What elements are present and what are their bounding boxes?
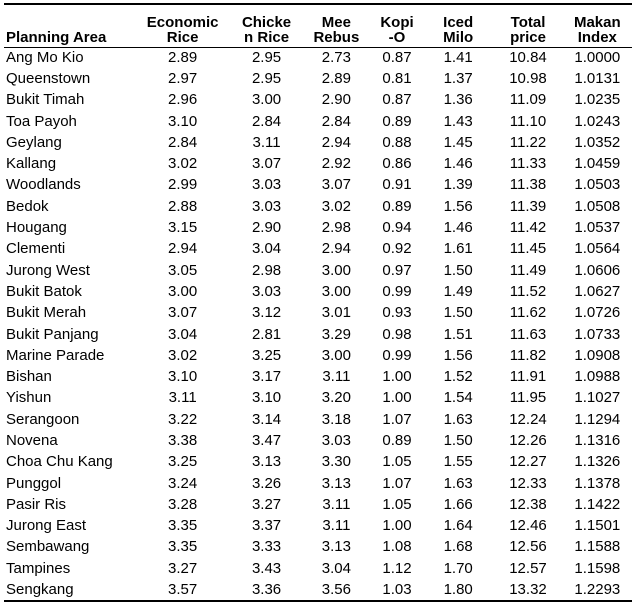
cell-economic-rice: 2.97 xyxy=(168,69,198,87)
cell-economic-rice: 3.28 xyxy=(168,495,198,513)
cell-chicken-rice: 2.95 xyxy=(251,69,282,87)
cell-kopi-o: 1.03 xyxy=(371,579,423,600)
cell-kopi-o: 1.05 xyxy=(382,453,412,471)
cell-chicken-rice: 3.03 xyxy=(251,282,282,300)
cell-makan-index: 1.1598 xyxy=(574,559,621,577)
cell-economic-rice: 3.00 xyxy=(168,282,198,300)
cell-chicken-rice: 3.47 xyxy=(251,431,282,449)
cell-mee-rebus: 3.20 xyxy=(321,389,351,407)
table-row xyxy=(4,579,632,600)
cell-iced-milo: 1.52 xyxy=(443,368,473,386)
cell-iced-milo: 1.61 xyxy=(443,240,473,258)
cell-total-price: 12.27 xyxy=(509,453,547,471)
cell-planning-area: Choa Chu Kang xyxy=(6,453,113,471)
cell-planning-area: Bishan xyxy=(6,368,52,386)
cell-kopi-o: 0.87 xyxy=(382,48,412,66)
cell-total-price: 12.46 xyxy=(509,517,547,535)
cell-planning-area: Pasir Ris xyxy=(6,495,67,513)
cell-planning-area: Clementi xyxy=(6,240,66,258)
cell-planning-area: Bukit Panjang xyxy=(6,325,99,343)
cell-kopi-o: 1.00 xyxy=(382,389,412,407)
cell-makan-index: 1.0508 xyxy=(574,197,621,215)
cell-economic-rice: 3.04 xyxy=(168,325,198,343)
cell-economic-rice: 3.35 xyxy=(168,517,198,535)
cell-iced-milo: 1.50 xyxy=(443,304,473,322)
cell-total-price: 11.09 xyxy=(509,91,547,109)
cell-mee-rebus: 2.89 xyxy=(321,69,351,87)
cell-mee-rebus: 3.07 xyxy=(321,176,351,194)
cell-chicken-rice: 3.17 xyxy=(251,368,282,386)
table-row xyxy=(4,558,632,579)
cell-iced-milo: 1.68 xyxy=(443,538,473,556)
cell-planning-area: Punggol xyxy=(6,474,62,492)
cell-mee-rebus: 2.73 xyxy=(321,48,351,66)
cell-total-price: 10.84 xyxy=(509,48,547,66)
cell-planning-area: Queenstown xyxy=(6,69,91,87)
cell-iced-milo: 1.56 xyxy=(443,346,473,364)
cell-kopi-o: 0.81 xyxy=(382,69,412,87)
cell-kopi-o: 0.86 xyxy=(382,155,412,173)
cell-economic-rice: 3.15 xyxy=(168,219,198,237)
cell-iced-milo: 1.80 xyxy=(423,579,493,600)
cell-iced-milo: 1.50 xyxy=(443,431,473,449)
table-row xyxy=(4,239,632,260)
cell-total-price: 11.82 xyxy=(509,346,547,364)
table-row xyxy=(4,217,632,238)
table-row xyxy=(4,260,632,281)
table-row xyxy=(4,47,632,68)
header-chicken-rice: Chicke n Rice xyxy=(231,4,301,47)
cell-iced-milo: 1.63 xyxy=(443,410,473,428)
cell-iced-milo: 1.56 xyxy=(443,197,473,215)
cell-economic-rice: 2.96 xyxy=(168,91,198,109)
cell-total-price: 11.33 xyxy=(509,155,547,173)
cell-economic-rice: 2.89 xyxy=(168,48,198,66)
cell-iced-milo: 1.45 xyxy=(443,133,473,151)
table-row xyxy=(4,303,632,324)
cell-total-price: 11.38 xyxy=(509,176,547,194)
table-row xyxy=(4,111,632,132)
cell-mee-rebus: 3.02 xyxy=(321,197,351,215)
cell-makan-index: 1.1027 xyxy=(574,389,621,407)
cell-economic-rice: 3.22 xyxy=(168,410,198,428)
cell-kopi-o: 1.07 xyxy=(382,474,412,492)
cell-chicken-rice: 3.25 xyxy=(251,346,282,364)
cell-chicken-rice: 3.00 xyxy=(251,91,282,109)
cell-economic-rice: 2.99 xyxy=(168,176,198,194)
table-row xyxy=(4,388,632,409)
cell-makan-index: 1.1501 xyxy=(574,517,621,535)
cell-mee-rebus: 2.90 xyxy=(321,91,351,109)
cell-chicken-rice: 3.03 xyxy=(251,176,282,194)
cell-total-price: 13.32 xyxy=(493,579,562,600)
cell-chicken-rice: 3.11 xyxy=(252,133,281,151)
cell-kopi-o: 0.88 xyxy=(382,133,412,151)
cell-economic-rice: 3.35 xyxy=(168,538,198,556)
cell-makan-index: 1.0606 xyxy=(574,261,621,279)
cell-total-price: 11.45 xyxy=(509,240,547,258)
cell-total-price: 11.22 xyxy=(509,133,547,151)
cell-iced-milo: 1.46 xyxy=(443,219,473,237)
cell-mee-rebus: 3.11 xyxy=(322,495,351,513)
cell-mee-rebus: 3.29 xyxy=(321,325,351,343)
table-row xyxy=(4,473,632,494)
cell-mee-rebus: 3.13 xyxy=(321,538,351,556)
cell-chicken-rice: 3.03 xyxy=(251,197,282,215)
cell-mee-rebus: 3.00 xyxy=(321,346,351,364)
cell-planning-area: Bukit Timah xyxy=(6,91,85,109)
cell-total-price: 10.98 xyxy=(509,69,547,87)
cell-makan-index: 1.0733 xyxy=(574,325,621,343)
cell-planning-area: Bukit Batok xyxy=(6,282,82,300)
cell-mee-rebus: 3.00 xyxy=(321,261,351,279)
cell-kopi-o: 1.05 xyxy=(382,495,412,513)
cell-kopi-o: 0.87 xyxy=(382,91,412,109)
cell-kopi-o: 1.07 xyxy=(382,410,412,428)
cell-iced-milo: 1.50 xyxy=(443,261,473,279)
cell-total-price: 12.26 xyxy=(509,431,547,449)
cell-economic-rice: 3.24 xyxy=(168,474,198,492)
cell-mee-rebus: 2.94 xyxy=(321,133,351,151)
cell-total-price: 12.33 xyxy=(509,474,547,492)
cell-mee-rebus: 2.92 xyxy=(321,155,351,173)
cell-economic-rice: 3.38 xyxy=(168,431,198,449)
cell-planning-area: Toa Payoh xyxy=(6,112,77,130)
table-row xyxy=(4,90,632,111)
cell-chicken-rice: 3.37 xyxy=(251,517,282,535)
cell-iced-milo: 1.49 xyxy=(443,282,473,300)
cell-iced-milo: 1.55 xyxy=(443,453,473,471)
cell-iced-milo: 1.51 xyxy=(443,325,473,343)
makan-index-table xyxy=(4,3,632,602)
cell-makan-index: 1.0131 xyxy=(574,69,621,87)
cell-planning-area: Serangoon xyxy=(6,410,80,428)
header-iced-milo: Iced Milo xyxy=(423,4,493,47)
cell-total-price: 12.56 xyxy=(509,538,547,556)
cell-total-price: 12.24 xyxy=(509,410,547,428)
cell-kopi-o: 0.94 xyxy=(382,219,412,237)
cell-chicken-rice: 3.43 xyxy=(251,559,282,577)
cell-iced-milo: 1.70 xyxy=(443,559,473,577)
cell-makan-index: 1.0726 xyxy=(574,304,621,322)
cell-total-price: 12.38 xyxy=(509,495,547,513)
cell-economic-rice: 3.11 xyxy=(168,389,197,407)
cell-kopi-o: 0.92 xyxy=(382,240,412,258)
cell-mee-rebus: 2.98 xyxy=(321,219,351,237)
cell-economic-rice: 3.25 xyxy=(168,453,198,471)
cell-mee-rebus: 2.94 xyxy=(321,240,351,258)
cell-makan-index: 1.1588 xyxy=(574,538,621,556)
cell-total-price: 11.63 xyxy=(509,325,547,343)
cell-makan-index: 1.0459 xyxy=(574,155,621,173)
cell-kopi-o: 0.98 xyxy=(382,325,412,343)
cell-mee-rebus: 3.11 xyxy=(322,517,351,535)
cell-planning-area: Bedok xyxy=(6,197,49,215)
cell-total-price: 11.91 xyxy=(509,368,547,386)
header-mee-rebus: Mee Rebus xyxy=(302,4,371,47)
cell-planning-area: Tampines xyxy=(6,559,71,577)
cell-total-price: 11.10 xyxy=(509,112,547,130)
cell-economic-rice: 2.94 xyxy=(168,240,198,258)
cell-economic-rice: 3.02 xyxy=(168,346,198,364)
cell-makan-index: 1.2293 xyxy=(563,579,632,600)
cell-makan-index: 1.0000 xyxy=(574,48,621,66)
header-row xyxy=(4,4,632,47)
header-economic-rice: Economic Rice xyxy=(134,4,231,47)
cell-chicken-rice: 2.98 xyxy=(251,261,282,279)
cell-economic-rice: 3.10 xyxy=(168,368,198,386)
cell-makan-index: 1.0503 xyxy=(574,176,621,194)
cell-planning-area: Marine Parade xyxy=(6,346,105,364)
cell-planning-area: Jurong East xyxy=(6,517,87,535)
cell-economic-rice: 3.07 xyxy=(168,304,198,322)
table-row xyxy=(4,430,632,451)
cell-makan-index: 1.0352 xyxy=(574,133,621,151)
cell-mee-rebus: 3.04 xyxy=(321,559,351,577)
cell-makan-index: 1.0908 xyxy=(574,346,621,364)
header-planning-area: Planning Area xyxy=(4,4,134,47)
table-row xyxy=(4,324,632,345)
cell-kopi-o: 0.89 xyxy=(382,112,412,130)
table-row xyxy=(4,281,632,302)
cell-chicken-rice: 3.12 xyxy=(251,304,282,322)
cell-kopi-o: 0.93 xyxy=(382,304,412,322)
cell-economic-rice: 3.27 xyxy=(168,559,198,577)
cell-makan-index: 1.1378 xyxy=(574,474,621,492)
cell-iced-milo: 1.46 xyxy=(443,155,473,173)
cell-chicken-rice: 2.90 xyxy=(251,219,282,237)
cell-makan-index: 1.1326 xyxy=(574,453,621,471)
table-row xyxy=(4,366,632,387)
cell-planning-area: Ang Mo Kio xyxy=(6,48,84,66)
header-makan-index: Makan Index xyxy=(563,4,632,47)
cell-makan-index: 1.0537 xyxy=(574,219,621,237)
cell-mee-rebus: 3.11 xyxy=(322,368,351,386)
cell-chicken-rice: 3.26 xyxy=(251,474,282,492)
cell-kopi-o: 1.00 xyxy=(382,517,412,535)
cell-chicken-rice: 3.13 xyxy=(251,453,282,471)
cell-kopi-o: 1.08 xyxy=(382,538,412,556)
cell-iced-milo: 1.41 xyxy=(443,48,473,66)
cell-mee-rebus: 3.03 xyxy=(321,431,351,449)
table-row xyxy=(4,68,632,89)
cell-makan-index: 1.1294 xyxy=(574,410,621,428)
table-row xyxy=(4,409,632,430)
cell-kopi-o: 1.12 xyxy=(382,559,412,577)
cell-economic-rice: 2.84 xyxy=(168,133,198,151)
cell-makan-index: 1.0564 xyxy=(574,240,621,258)
cell-chicken-rice: 3.04 xyxy=(251,240,282,258)
cell-mee-rebus: 3.01 xyxy=(321,304,351,322)
header-kopi-o: Kopi -O xyxy=(371,4,423,47)
cell-kopi-o: 0.89 xyxy=(382,431,412,449)
cell-chicken-rice: 3.27 xyxy=(251,495,282,513)
cell-chicken-rice: 3.14 xyxy=(251,410,282,428)
table-row xyxy=(4,516,632,537)
cell-planning-area: Sembawang xyxy=(6,538,90,556)
cell-planning-area: Yishun xyxy=(6,389,52,407)
cell-total-price: 11.42 xyxy=(509,219,547,237)
cell-total-price: 11.49 xyxy=(509,261,547,279)
cell-iced-milo: 1.36 xyxy=(443,91,473,109)
cell-makan-index: 1.0627 xyxy=(574,282,621,300)
cell-makan-index: 1.0243 xyxy=(574,112,621,130)
table-row xyxy=(4,132,632,153)
cell-economic-rice: 3.02 xyxy=(168,155,198,173)
cell-iced-milo: 1.66 xyxy=(443,495,473,513)
cell-chicken-rice: 3.36 xyxy=(231,579,301,600)
cell-economic-rice: 3.05 xyxy=(168,261,198,279)
cell-planning-area: Sengkang xyxy=(4,579,134,600)
cell-mee-rebus: 3.13 xyxy=(321,474,351,492)
table-row xyxy=(4,452,632,473)
table-row xyxy=(4,494,632,515)
cell-mee-rebus: 3.18 xyxy=(321,410,351,428)
cell-kopi-o: 0.99 xyxy=(382,282,412,300)
cell-kopi-o: 1.00 xyxy=(382,368,412,386)
table-row xyxy=(4,345,632,366)
cell-planning-area: Geylang xyxy=(6,133,62,151)
cell-mee-rebus: 3.00 xyxy=(321,282,351,300)
cell-iced-milo: 1.54 xyxy=(443,389,473,407)
cell-planning-area: Hougang xyxy=(6,219,67,237)
cell-planning-area: Novena xyxy=(6,431,58,449)
cell-iced-milo: 1.64 xyxy=(443,517,473,535)
cell-total-price: 12.57 xyxy=(509,559,547,577)
cell-mee-rebus: 3.30 xyxy=(321,453,351,471)
cell-economic-rice: 3.10 xyxy=(168,112,198,130)
table-row xyxy=(4,196,632,217)
cell-chicken-rice: 3.10 xyxy=(251,389,282,407)
cell-mee-rebus: 2.84 xyxy=(321,112,351,130)
cell-iced-milo: 1.63 xyxy=(443,474,473,492)
cell-makan-index: 1.0988 xyxy=(574,368,621,386)
cell-total-price: 11.62 xyxy=(509,304,547,322)
cell-economic-rice: 2.88 xyxy=(168,197,198,215)
cell-iced-milo: 1.37 xyxy=(443,69,473,87)
cell-planning-area: Bukit Merah xyxy=(6,304,87,322)
cell-total-price: 11.39 xyxy=(509,197,547,215)
cell-iced-milo: 1.39 xyxy=(443,176,473,194)
cell-planning-area: Jurong West xyxy=(6,261,90,279)
cell-kopi-o: 0.97 xyxy=(382,261,412,279)
cell-total-price: 11.52 xyxy=(509,282,547,300)
cell-kopi-o: 0.99 xyxy=(382,346,412,364)
table-row xyxy=(4,153,632,174)
cell-mee-rebus: 3.56 xyxy=(302,579,371,600)
cell-chicken-rice: 2.81 xyxy=(251,325,282,343)
cell-makan-index: 1.1316 xyxy=(574,431,621,449)
cell-planning-area: Kallang xyxy=(6,155,57,173)
cell-planning-area: Woodlands xyxy=(6,176,81,194)
cell-makan-index: 1.1422 xyxy=(574,495,621,513)
cell-chicken-rice: 3.33 xyxy=(251,538,282,556)
cell-economic-rice: 3.57 xyxy=(134,579,231,600)
table-row xyxy=(4,175,632,196)
table-row xyxy=(4,537,632,558)
cell-chicken-rice: 3.07 xyxy=(251,155,282,173)
cell-chicken-rice: 2.95 xyxy=(251,48,282,66)
cell-iced-milo: 1.43 xyxy=(443,112,473,130)
cell-total-price: 11.95 xyxy=(509,389,547,407)
cell-makan-index: 1.0235 xyxy=(574,91,621,109)
cell-kopi-o: 0.89 xyxy=(382,197,412,215)
cell-kopi-o: 0.91 xyxy=(382,176,412,194)
cell-chicken-rice: 2.84 xyxy=(251,112,282,130)
header-total-price: Total price xyxy=(493,4,562,47)
